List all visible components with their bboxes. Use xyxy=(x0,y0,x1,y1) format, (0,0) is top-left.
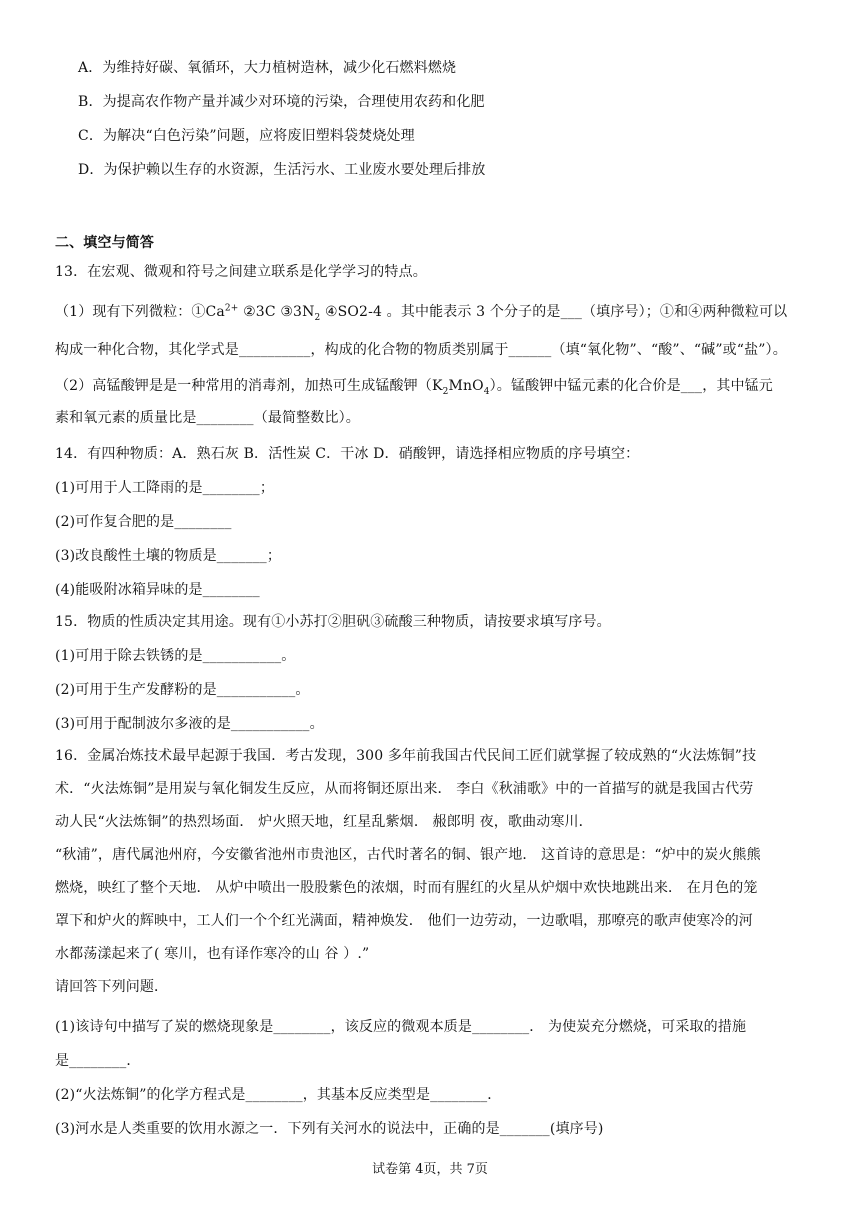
q16-line-1: 16．金属冶炼技术最早起源于我国．考古发现，300 多年前我国古代民间工匠们就掌握了较成熟的“火法炼铜”技 xyxy=(55,748,757,764)
n2-subscript: 2 xyxy=(314,312,321,323)
option-d: D．为保护赖以生存的水资源，生活污水、工业废水要处理后排放 xyxy=(78,162,486,178)
q14-stem: 14．有四种物质：A．熟石灰 B．活性炭 C．干冰 D．硝酸钾，请选择相应物质的序号填空： xyxy=(55,446,640,462)
q16-line-12: (3)河水是人类重要的饮用水源之一．下列有关河水的说法中，正确的是_______(填序号) xyxy=(55,1121,604,1137)
k2-subscript: 2 xyxy=(442,386,449,397)
option-b: B．为提高农作物产量并减少对环境的污染，合理使用农药和化肥 xyxy=(78,94,485,110)
q14-item-3: (3)改良酸性土壤的物质是_______； xyxy=(55,548,281,564)
q15-stem: 15．物质的性质决定其用途。现有①小苏打②胆矾③硫酸三种物质，请按要求填写序号。 xyxy=(55,614,611,630)
q16-line-2: 术．“火法炼铜”是用炭与氧化铜发生反应，从而将铜还原出来． 李白《秋浦歌》中的一首描写的就是我国古代劳 xyxy=(55,781,754,797)
q13-p2-text-b: MnO xyxy=(448,378,484,394)
q16-line-5: 燃烧，映红了整个天地． 从炉中喷出一股股紫色的浓烟，时而有腥红的火星从炉烟中欢快地跳出来． 在月色的笼 xyxy=(55,880,758,896)
q13-part2-line2: 素和氧元素的质量比是________（最简整数比）。 xyxy=(55,410,360,426)
q13-part1-line1 xyxy=(55,302,820,322)
q13-p2-text-c: ）。锰酸钾中锰元素的化合价是___，其中锰元 xyxy=(489,378,773,394)
ca-charge: 2+ xyxy=(224,303,239,314)
sulfate-charge: 2- xyxy=(359,304,373,320)
q13-p1-text-d: 。其中能表示 3 个分子的是___（填序号）；①和④两种微粒可以 xyxy=(382,304,788,320)
q13-p1-text-b: ②3C ③3N xyxy=(238,304,315,320)
q16-line-10: 是________． xyxy=(55,1053,141,1069)
q16-line-3: 动人民“火法炼铜”的热烈场面． 炉火照天地，红星乱紫烟． 赧郎明 夜，歌曲动寒川． xyxy=(55,814,593,830)
q14-item-1: (1)可用于人工降雨的是________； xyxy=(55,480,274,496)
q14-item-2: (2)可作复合肥的是________ xyxy=(55,514,232,530)
q16-line-9: (1)该诗句中描写了炭的燃烧现象是________，该反应的微观本质是________． 为使炭充分燃烧，可采取的措施 xyxy=(55,1019,747,1035)
q13-p1-text-c: ④SO xyxy=(320,304,360,320)
q15-item-3: (3)可用于配制波尔多液的是___________。 xyxy=(55,716,324,732)
q13-part1-line2: 构成一种化合物，其化学式是__________，构成的化合物的物质类别属于______（填“氧化物”、“酸”、“碱”或“盐”）。 xyxy=(55,342,787,358)
q14-item-4: (4)能吸附冰箱异味的是________ xyxy=(55,582,260,598)
q16-line-11: (2)“火法炼铜”的化学方程式是________，其基本反应类型是________． xyxy=(55,1087,502,1103)
q13-p2-text-a: （2）高锰酸钾是是一种常用的消毒剂，加热可生成锰酸钾（K xyxy=(55,378,443,394)
page-footer: 试卷第 4页，共 7页 xyxy=(372,1162,488,1177)
option-a: A．为维持好碳、氧循环，大力植树造林，减少化石燃料燃烧 xyxy=(78,60,457,76)
sulfate-charge-stack xyxy=(359,304,382,320)
o4-subscript: 4 xyxy=(483,386,490,397)
q13-stem: 13．在宏观、微观和符号之间建立联系是化学学习的特点。 xyxy=(55,264,427,280)
q16-line-6: 罩下和炉火的辉映中，工人们一个个红光满面，精神焕发． 他们一边劳动，一边歌唱，那嘹亮的歌声使寒冷的河 xyxy=(55,913,753,929)
q16-line-4: “秋浦”，唐代属池州府，今安徽省池州市贵池区，古代时著名的铜、银产地． 这首诗的意思是：“炉中的炭火熊熊 xyxy=(55,847,761,863)
q16-line-8: 请回答下列问题． xyxy=(55,979,169,995)
q13-p1-text-a: （1）现有下列微粒：①Ca xyxy=(55,304,225,320)
q15-item-1: (1)可用于除去铁锈的是___________。 xyxy=(55,648,296,664)
q16-line-7: 水都荡漾起来了( 寒川，也有译作寒冷的山 谷 ）.” xyxy=(55,946,370,962)
q15-item-2: (2)可用于生产发酵粉的是___________。 xyxy=(55,682,310,698)
sulfate-subscript: 4 xyxy=(373,304,383,320)
q13-part2-line1 xyxy=(55,376,820,396)
section-title: 二、填空与简答 xyxy=(55,235,155,251)
option-c: C．为解决“白色污染”问题，应将废旧塑料袋焚烧处理 xyxy=(78,128,415,144)
